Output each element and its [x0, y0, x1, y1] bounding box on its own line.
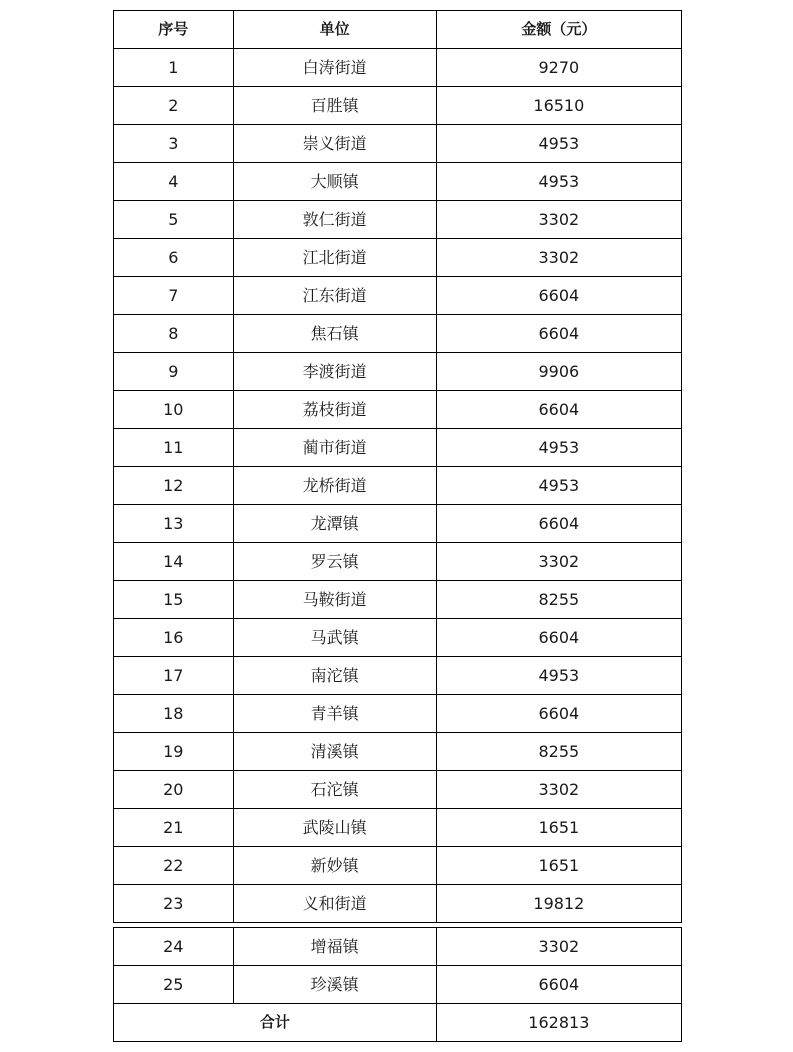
table-row: [114, 581, 682, 619]
row-amount-cell: 4953: [436, 429, 681, 467]
row-amount-cell: 16510: [436, 87, 681, 125]
row-index-cell: 21: [114, 809, 234, 847]
table-row: [114, 87, 682, 125]
row-index-cell: 18: [114, 695, 234, 733]
table-row: [114, 467, 682, 505]
table-row: [114, 733, 682, 771]
table-row: [114, 125, 682, 163]
table-row: [114, 239, 682, 277]
row-index-cell: 4: [114, 163, 234, 201]
table-header-row: [114, 11, 682, 49]
row-amount-cell: 3302: [436, 201, 681, 239]
allocation-table-continued: [113, 927, 682, 1042]
row-unit-cell: 罗云镇: [233, 543, 436, 581]
row-unit-cell: 白涛街道: [233, 49, 436, 87]
row-unit-cell: 李渡街道: [233, 353, 436, 391]
row-unit-cell: 武陵山镇: [233, 809, 436, 847]
table-row: [114, 966, 682, 1004]
row-amount-cell: 6604: [436, 391, 681, 429]
table-row: [114, 353, 682, 391]
row-index-cell: 13: [114, 505, 234, 543]
table-row: [114, 847, 682, 885]
row-unit-cell: 崇义街道: [233, 125, 436, 163]
allocation-table: [113, 10, 682, 923]
table-row: [114, 619, 682, 657]
row-index-cell: 23: [114, 885, 234, 923]
header-amount: 金额（元）: [436, 11, 681, 49]
row-index-cell: 2: [114, 87, 234, 125]
row-amount-cell: 4953: [436, 125, 681, 163]
row-amount-cell: 3302: [436, 928, 681, 966]
row-unit-cell: 珍溪镇: [233, 966, 436, 1004]
table-row: [114, 315, 682, 353]
row-unit-cell: 马武镇: [233, 619, 436, 657]
total-amount: 162813: [436, 1004, 681, 1042]
row-index-cell: 24: [114, 928, 234, 966]
row-unit-cell: 大顺镇: [233, 163, 436, 201]
row-index-cell: 14: [114, 543, 234, 581]
row-unit-cell: 增福镇: [233, 928, 436, 966]
table-row: [114, 885, 682, 923]
row-amount-cell: 1651: [436, 809, 681, 847]
row-unit-cell: 马鞍街道: [233, 581, 436, 619]
table-row: [114, 543, 682, 581]
row-index-cell: 5: [114, 201, 234, 239]
table-row: [114, 771, 682, 809]
row-index-cell: 16: [114, 619, 234, 657]
row-unit-cell: 南沱镇: [233, 657, 436, 695]
row-unit-cell: 江东街道: [233, 277, 436, 315]
header-unit: 单位: [233, 11, 436, 49]
row-unit-cell: 敦仁街道: [233, 201, 436, 239]
row-amount-cell: 6604: [436, 619, 681, 657]
row-amount-cell: 3302: [436, 543, 681, 581]
row-amount-cell: 6604: [436, 695, 681, 733]
row-unit-cell: 新妙镇: [233, 847, 436, 885]
table-body-continued: [114, 928, 682, 1004]
total-row: [114, 1004, 682, 1042]
row-unit-cell: 焦石镇: [233, 315, 436, 353]
table-row: [114, 201, 682, 239]
row-amount-cell: 6604: [436, 315, 681, 353]
row-amount-cell: 8255: [436, 581, 681, 619]
row-index-cell: 6: [114, 239, 234, 277]
row-index-cell: 9: [114, 353, 234, 391]
row-unit-cell: 蔺市街道: [233, 429, 436, 467]
row-amount-cell: 4953: [436, 657, 681, 695]
row-index-cell: 15: [114, 581, 234, 619]
row-unit-cell: 清溪镇: [233, 733, 436, 771]
row-amount-cell: 6604: [436, 966, 681, 1004]
table-row: [114, 49, 682, 87]
row-index-cell: 20: [114, 771, 234, 809]
table-row: [114, 391, 682, 429]
row-amount-cell: 9906: [436, 353, 681, 391]
table-row: [114, 928, 682, 966]
row-index-cell: 12: [114, 467, 234, 505]
row-index-cell: 25: [114, 966, 234, 1004]
table-body: [114, 49, 682, 923]
row-unit-cell: 龙潭镇: [233, 505, 436, 543]
row-index-cell: 8: [114, 315, 234, 353]
row-amount-cell: 6604: [436, 505, 681, 543]
row-unit-cell: 石沱镇: [233, 771, 436, 809]
row-unit-cell: 青羊镇: [233, 695, 436, 733]
row-amount-cell: 4953: [436, 163, 681, 201]
row-unit-cell: 百胜镇: [233, 87, 436, 125]
table-row: [114, 429, 682, 467]
table-row: [114, 163, 682, 201]
table-row: [114, 695, 682, 733]
row-amount-cell: 19812: [436, 885, 681, 923]
table-row: [114, 809, 682, 847]
table-row: [114, 277, 682, 315]
row-unit-cell: 荔枝街道: [233, 391, 436, 429]
row-unit-cell: 龙桥街道: [233, 467, 436, 505]
row-index-cell: 17: [114, 657, 234, 695]
row-amount-cell: 4953: [436, 467, 681, 505]
table-row: [114, 657, 682, 695]
row-index-cell: 11: [114, 429, 234, 467]
header-index: 序号: [114, 11, 234, 49]
total-label: 合计: [114, 1004, 437, 1042]
row-amount-cell: 9270: [436, 49, 681, 87]
row-index-cell: 19: [114, 733, 234, 771]
row-amount-cell: 3302: [436, 771, 681, 809]
row-unit-cell: 义和街道: [233, 885, 436, 923]
row-amount-cell: 6604: [436, 277, 681, 315]
table-row: [114, 505, 682, 543]
row-index-cell: 10: [114, 391, 234, 429]
row-index-cell: 7: [114, 277, 234, 315]
row-index-cell: 1: [114, 49, 234, 87]
row-amount-cell: 3302: [436, 239, 681, 277]
row-index-cell: 22: [114, 847, 234, 885]
row-amount-cell: 8255: [436, 733, 681, 771]
row-unit-cell: 江北街道: [233, 239, 436, 277]
row-index-cell: 3: [114, 125, 234, 163]
row-amount-cell: 1651: [436, 847, 681, 885]
